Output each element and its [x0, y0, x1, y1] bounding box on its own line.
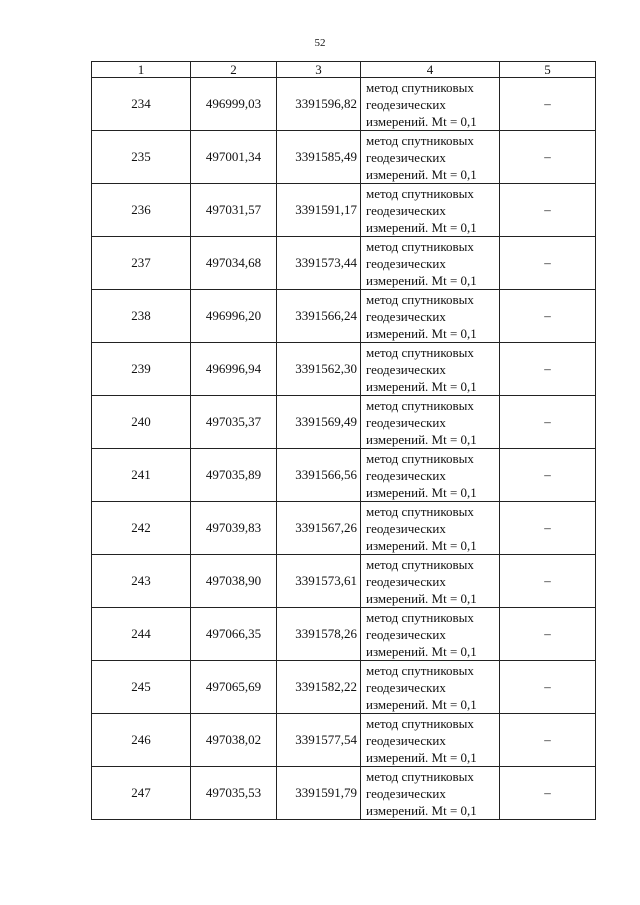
- point-number-cell: 239: [92, 343, 191, 396]
- header-col-4: 4: [361, 62, 500, 78]
- method-line: геодезических: [366, 255, 446, 271]
- method-line: геодезических: [366, 732, 446, 748]
- method-cell: [361, 396, 500, 449]
- column-5-cell: –: [500, 449, 596, 502]
- y-coordinate-cell: 3391596,82: [277, 78, 361, 131]
- column-5-cell: –: [500, 237, 596, 290]
- method-line: метод спутниковых: [366, 503, 474, 519]
- table-row: [92, 608, 596, 661]
- table-row: [92, 502, 596, 555]
- point-number-cell: 247: [92, 767, 191, 820]
- method-line: измерений. Mt = 0,1: [366, 272, 477, 288]
- method-line: геодезических: [366, 573, 446, 589]
- method-line: геодезических: [366, 202, 446, 218]
- point-number-cell: 236: [92, 184, 191, 237]
- method-cell: [361, 502, 500, 555]
- method-line: геодезических: [366, 520, 446, 536]
- table-row: [92, 396, 596, 449]
- method-line: геодезических: [366, 96, 446, 112]
- method-cell: [361, 449, 500, 502]
- method-line: геодезических: [366, 414, 446, 430]
- table-row: [92, 714, 596, 767]
- table-row: [92, 767, 596, 820]
- method-cell: [361, 661, 500, 714]
- header-col-5: 5: [500, 62, 596, 78]
- y-coordinate-cell: 3391566,56: [277, 449, 361, 502]
- y-coordinate-cell: 3391566,24: [277, 290, 361, 343]
- method-line: измерений. Mt = 0,1: [366, 537, 477, 553]
- point-number-cell: 244: [92, 608, 191, 661]
- column-5-cell: –: [500, 661, 596, 714]
- x-coordinate-cell: 497034,68: [191, 237, 277, 290]
- method-line: метод спутниковых: [366, 238, 474, 254]
- point-number-cell: 245: [92, 661, 191, 714]
- method-cell: [361, 714, 500, 767]
- y-coordinate-cell: 3391585,49: [277, 131, 361, 184]
- method-line: метод спутниковых: [366, 185, 474, 201]
- method-cell: [361, 184, 500, 237]
- method-line: измерений. Mt = 0,1: [366, 590, 477, 606]
- column-5-cell: –: [500, 555, 596, 608]
- header-row: [92, 62, 596, 78]
- method-cell: [361, 767, 500, 820]
- method-line: геодезических: [366, 308, 446, 324]
- x-coordinate-cell: 497039,83: [191, 502, 277, 555]
- method-line: метод спутниковых: [366, 79, 474, 95]
- y-coordinate-cell: 3391582,22: [277, 661, 361, 714]
- point-number-cell: 238: [92, 290, 191, 343]
- method-line: метод спутниковых: [366, 768, 474, 784]
- method-line: измерений. Mt = 0,1: [366, 431, 477, 447]
- point-number-cell: 234: [92, 78, 191, 131]
- column-5-cell: –: [500, 396, 596, 449]
- method-line: метод спутниковых: [366, 715, 474, 731]
- x-coordinate-cell: 496996,20: [191, 290, 277, 343]
- table-row: [92, 449, 596, 502]
- point-number-cell: 235: [92, 131, 191, 184]
- x-coordinate-cell: 497038,02: [191, 714, 277, 767]
- y-coordinate-cell: 3391573,61: [277, 555, 361, 608]
- method-line: измерений. Mt = 0,1: [366, 325, 477, 341]
- x-coordinate-cell: 497035,53: [191, 767, 277, 820]
- y-coordinate-cell: 3391577,54: [277, 714, 361, 767]
- column-5-cell: –: [500, 767, 596, 820]
- method-line: геодезических: [366, 467, 446, 483]
- method-line: измерений. Mt = 0,1: [366, 219, 477, 235]
- method-line: измерений. Mt = 0,1: [366, 802, 477, 818]
- x-coordinate-cell: 496999,03: [191, 78, 277, 131]
- table-row: [92, 237, 596, 290]
- method-line: метод спутниковых: [366, 132, 474, 148]
- method-line: геодезических: [366, 679, 446, 695]
- method-line: измерений. Mt = 0,1: [366, 696, 477, 712]
- method-line: геодезических: [366, 785, 446, 801]
- point-number-cell: 237: [92, 237, 191, 290]
- y-coordinate-cell: 3391591,17: [277, 184, 361, 237]
- point-number-cell: 240: [92, 396, 191, 449]
- column-5-cell: –: [500, 131, 596, 184]
- column-5-cell: –: [500, 502, 596, 555]
- method-line: метод спутниковых: [366, 662, 474, 678]
- header-col-3: 3: [277, 62, 361, 78]
- y-coordinate-cell: 3391591,79: [277, 767, 361, 820]
- header-col-1: 1: [92, 62, 191, 78]
- method-cell: [361, 131, 500, 184]
- x-coordinate-cell: 497035,37: [191, 396, 277, 449]
- method-line: измерений. Mt = 0,1: [366, 749, 477, 765]
- point-number-cell: 243: [92, 555, 191, 608]
- method-cell: [361, 608, 500, 661]
- column-5-cell: –: [500, 608, 596, 661]
- table-row: [92, 555, 596, 608]
- method-line: измерений. Mt = 0,1: [366, 643, 477, 659]
- x-coordinate-cell: 497066,35: [191, 608, 277, 661]
- method-cell: [361, 237, 500, 290]
- table-row: [92, 78, 596, 131]
- method-line: метод спутниковых: [366, 609, 474, 625]
- coordinates-table: [91, 61, 596, 820]
- column-5-cell: –: [500, 184, 596, 237]
- method-line: измерений. Mt = 0,1: [366, 484, 477, 500]
- method-line: измерений. Mt = 0,1: [366, 378, 477, 394]
- method-line: измерений. Mt = 0,1: [366, 113, 477, 129]
- x-coordinate-cell: 497065,69: [191, 661, 277, 714]
- header-col-2: 2: [191, 62, 277, 78]
- y-coordinate-cell: 3391562,30: [277, 343, 361, 396]
- x-coordinate-cell: 497031,57: [191, 184, 277, 237]
- column-5-cell: –: [500, 78, 596, 131]
- x-coordinate-cell: 497035,89: [191, 449, 277, 502]
- y-coordinate-cell: 3391573,44: [277, 237, 361, 290]
- table-row: [92, 184, 596, 237]
- y-coordinate-cell: 3391578,26: [277, 608, 361, 661]
- method-line: метод спутниковых: [366, 450, 474, 466]
- method-cell: [361, 78, 500, 131]
- method-line: измерений. Mt = 0,1: [366, 166, 477, 182]
- table-row: [92, 290, 596, 343]
- table-row: [92, 131, 596, 184]
- method-line: геодезических: [366, 361, 446, 377]
- method-cell: [361, 290, 500, 343]
- method-line: геодезических: [366, 149, 446, 165]
- table-row: [92, 343, 596, 396]
- x-coordinate-cell: 496996,94: [191, 343, 277, 396]
- column-5-cell: –: [500, 343, 596, 396]
- x-coordinate-cell: 497001,34: [191, 131, 277, 184]
- method-line: геодезических: [366, 626, 446, 642]
- method-line: метод спутниковых: [366, 397, 474, 413]
- table-header: [92, 62, 596, 78]
- table-row: [92, 661, 596, 714]
- point-number-cell: 241: [92, 449, 191, 502]
- method-line: метод спутниковых: [366, 556, 474, 572]
- page-number: 52: [314, 37, 326, 49]
- y-coordinate-cell: 3391569,49: [277, 396, 361, 449]
- y-coordinate-cell: 3391567,26: [277, 502, 361, 555]
- column-5-cell: –: [500, 714, 596, 767]
- column-5-cell: –: [500, 290, 596, 343]
- table-body: [92, 78, 596, 820]
- method-cell: [361, 555, 500, 608]
- method-cell: [361, 343, 500, 396]
- x-coordinate-cell: 497038,90: [191, 555, 277, 608]
- point-number-cell: 246: [92, 714, 191, 767]
- method-line: метод спутниковых: [366, 291, 474, 307]
- method-line: метод спутниковых: [366, 344, 474, 360]
- point-number-cell: 242: [92, 502, 191, 555]
